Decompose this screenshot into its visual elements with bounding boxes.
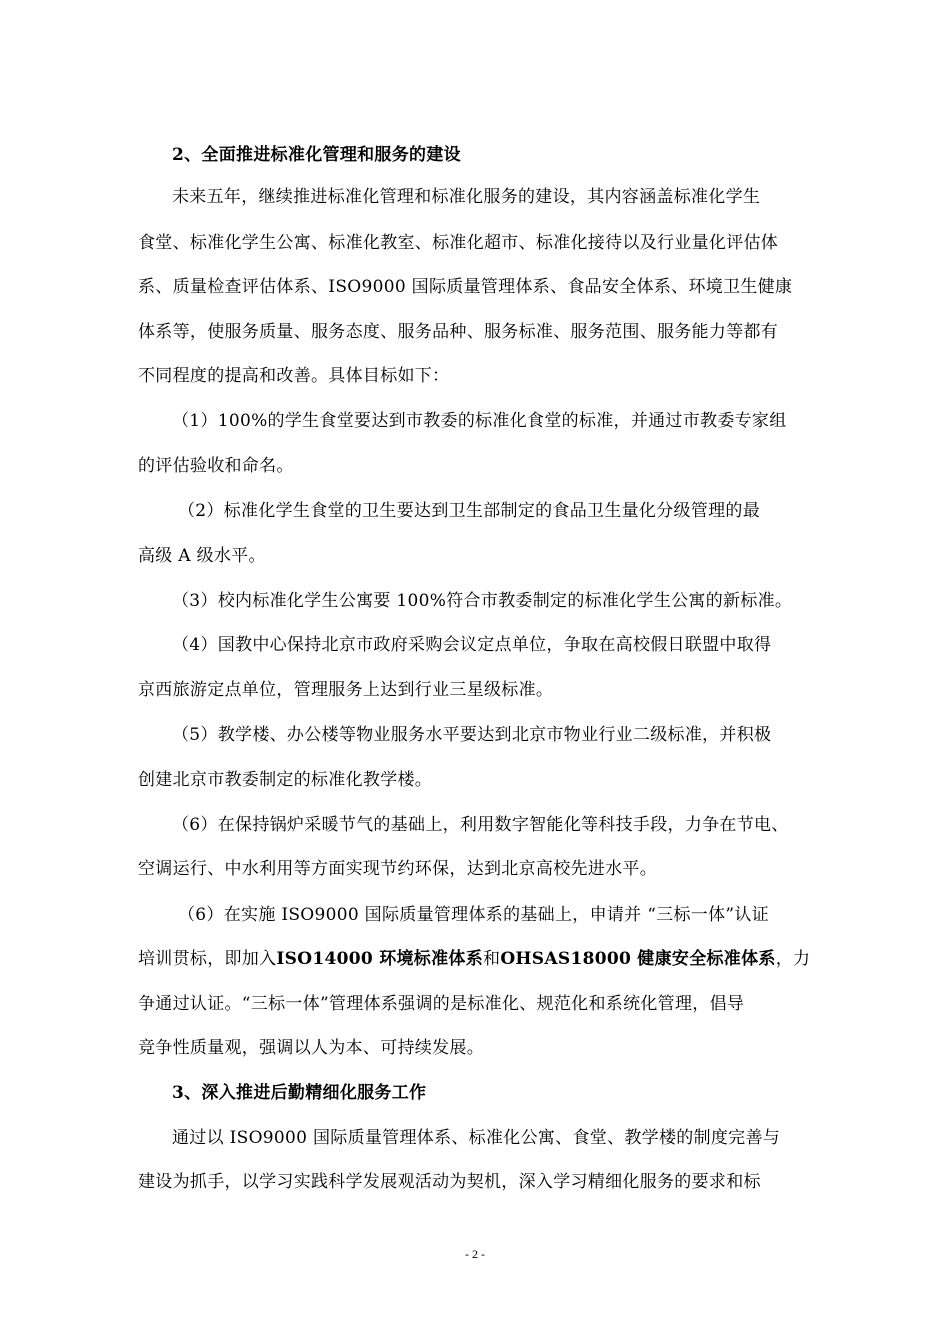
list-item-line: （4）国教中心保持北京市政府采购会议定点单位，争取在高校假日联盟中取得 (172, 635, 772, 655)
list-item-line: 京西旅游定点单位，管理服务上达到行业三星级标准。 (138, 680, 554, 700)
paragraph-line: 食堂、标准化学生公寓、标准化教室、标准化超市、标准化接待以及行业量化评估体 (138, 233, 779, 253)
text-segment: 和 (483, 949, 501, 969)
list-item-line: 高级 A 级水平。 (138, 546, 266, 566)
list-item-line: （3）校内标准化学生公寓要 100%符合市教委制定的标准化学生公寓的新标准。 (172, 591, 793, 611)
text-segment: ，力 (775, 949, 811, 969)
paragraph-line: 未来五年，继续推进标准化管理和标准化服务的建设，其内容涵盖标准化学生 (172, 187, 761, 207)
list-item-line: 创建北京市教委制定的标准化教学楼。 (138, 770, 433, 790)
paragraph-line: 体系等，使服务质量、服务态度、服务品种、服务标准、服务范围、服务能力等都有 (138, 322, 779, 342)
page-number: - 2 - (465, 1247, 485, 1261)
paragraph-line: 建设为抓手，以学习实践科学发展观活动为契机，深入学习精细化服务的要求和标 (138, 1172, 761, 1192)
list-item-line: 竞争性质量观，强调以人为本、可持续发展。 (138, 1038, 484, 1058)
list-item-line: 的评估验收和命名。 (138, 456, 294, 476)
list-item-line: 争通过认证。“三标一体”管理体系强调的是标准化、规范化和系统化管理，倡导 (138, 994, 745, 1014)
section-3-heading: 3、深入推进后勤精细化服务工作 (172, 1083, 427, 1103)
section-2-heading: 2、全面推进标准化管理和服务的建设 (172, 145, 461, 165)
list-item-line: （5）教学楼、办公楼等物业服务水平要达到北京市物业行业二级标准，并积极 (172, 725, 772, 745)
paragraph-line: 不同程度的提高和改善。具体目标如下： (138, 366, 450, 386)
list-item-line: （6）在保持锅炉采暖节气的基础上，利用数字智能化等科技手段，力争在节电、 (172, 815, 789, 835)
list-item-line: （6）在实施 ISO9000 国际质量管理体系的基础上，申请并 “三标一体”认证 (178, 905, 769, 925)
paragraph-line: 系、质量检查评估体系、ISO9000 国际质量管理体系、食品安全体系、环境卫生健康 (138, 277, 793, 297)
paragraph-line: 通过以 ISO9000 国际质量管理体系、标准化公寓、食堂、教学楼的制度完善与 (172, 1128, 781, 1148)
list-item-line: （1）100%的学生食堂要达到市教委的标准化食堂的标准，并通过市教委专家组 (172, 411, 787, 431)
list-item-line: （2）标准化学生食堂的卫生要达到卫生部制定的食品卫生量化分级管理的最 (178, 501, 761, 521)
list-item-line (138, 948, 818, 970)
list-item-line: 空调运行、中水利用等方面实现节约环保，达到北京高校先进水平。 (138, 859, 657, 879)
bold-term: ISO14000 环境标准体系 (276, 949, 484, 969)
bold-term: OHSAS18000 健康安全标准体系 (500, 949, 776, 969)
text-segment: 培训贯标，即加入 (138, 949, 277, 969)
